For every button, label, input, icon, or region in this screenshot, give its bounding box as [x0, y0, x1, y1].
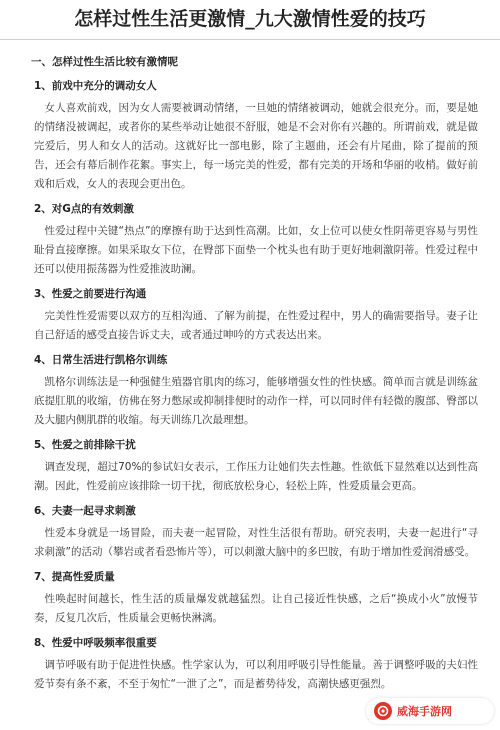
- article-body: [31, 54, 478, 701]
- site-watermark: [366, 698, 494, 724]
- watermark-text: 威海手游网: [397, 705, 452, 718]
- item-heading-4: 4、日常生活进行凯格尔训练: [34, 354, 168, 366]
- item-paragraph-8: 调节呼吸有助于促进性快感。性学家认为，可以利用呼吸引导性能量。善于调整呼吸的夫妇性爱节奏有条不紊，不至于匆忙“一泄了之”，而是蓄势待发，高潮快感更强烈。: [34, 659, 478, 690]
- item-heading-2: 2、对G点的有效刺激: [34, 203, 134, 215]
- item-heading-7: 7、提高性爱质量: [34, 571, 115, 583]
- item-paragraph-6: 性爱本身就是一场冒险，而夫妻一起冒险，对性生活很有帮助。研究表明，夫妻一起进行“寻求刺激”的活动（攀岩或者看恐怖片等），可以刺激大脑中的多巴胺，有助于增加性爱润滑感受。: [34, 527, 478, 558]
- item-heading-1: 1、前戏中充分的调动女人: [34, 80, 157, 92]
- item-paragraph-3: 完美性性爱需要以双方的互相沟通、了解为前提，在性爱过程中，男人的确需要指导。妻子让自己舒适的感受直接告诉丈夫，或者通过呻吟的方式表达出来。: [34, 310, 478, 341]
- section-heading: 一、怎样过性生活比较有激情呢: [31, 56, 178, 68]
- item-paragraph-2: 性爱过程中关键“热点”的摩擦有助于达到性高潮。比如，女上位可以使女性阴蒂更容易与男性耻骨直接摩擦。如果采取女下位，在臀部下面垫一个枕头也有助于更好地刺激阴蒂。性爱过程中还可以使用振荡器为性爱推波助澜。: [34, 225, 478, 275]
- item-paragraph-1: 女人喜欢前戏，因为女人需要被调动情绪，一旦她的情绪被调动，她就会很充分。而，要是她的情绪没被调起，或者你的某些举动让她很不舒服，她是不会对你有兴趣的。所谓前戏，就是做完爱后，男人和女人的活动。这就好比一部电影，除了主题曲，还会有片尾曲，除了提前的预告，还会有幕后制作花絮。事实上，每一场完美的性爱，都有完美的开场和华丽的收梢。做好前戏和后戏，女人的表现会更出色。: [34, 102, 478, 190]
- title-divider: [0, 39, 500, 40]
- item-heading-3: 3、性爱之前要进行沟通: [34, 288, 147, 300]
- item-heading-5: 5、性爱之前排除干扰: [34, 439, 136, 451]
- article-title: 怎样过性生活更激情_九大激情性爱的技巧: [74, 8, 426, 30]
- item-paragraph-4: 凯格尔训练法是一种强健生殖器官肌肉的练习，能够增强女性的性快感。简单而言就是训练盆底提肛肌的收缩，仿佛在努力憋尿或抑制排便时的动作一样，可以同时伴有轻微的腹部、臀部以及大腿内侧肌群的收缩。每天训练几次最理想。: [34, 376, 478, 426]
- item-heading-6: 6、夫妻一起寻求刺激: [34, 505, 136, 517]
- item-paragraph-7: 性唤起时间越长，性生活的质量爆发就越猛烈。让自己接近性快感，之后“换成小火”放慢节奏，反复几次后，性质量会更畅快淋漓。: [34, 593, 478, 624]
- watermark-logo-icon: [374, 702, 392, 720]
- item-paragraph-5: 调查发现，超过70%的参试妇女表示，工作压力让她们失去性趣。性欲低下显然难以达到性高潮。因此，性爱前应该排除一切干扰，彻底放松身心，轻松上阵，性爱质量会更高。: [34, 461, 478, 492]
- item-heading-8: 8、性爱中呼吸频率很重要: [34, 637, 157, 649]
